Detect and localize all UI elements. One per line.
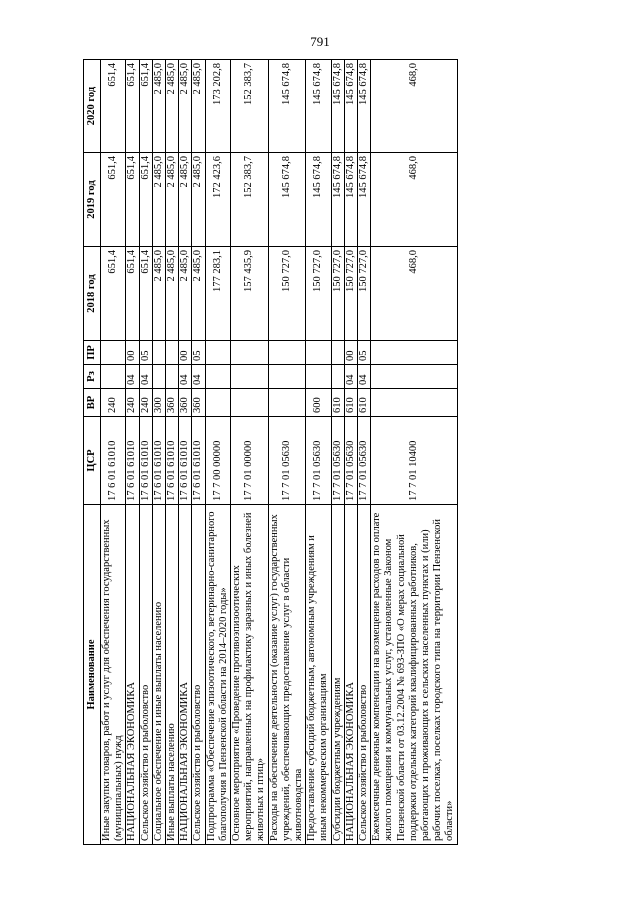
cell-pr: 05 xyxy=(358,341,371,365)
cell-name: Иные закупки товаров, работ и услуг для обеспечения государственных (муниципальных) нужд xyxy=(101,505,126,845)
table-row xyxy=(101,60,126,845)
cell-csr: 17 6 01 61010 xyxy=(179,417,192,505)
cell-rz xyxy=(205,365,230,389)
cell-vr: 610 xyxy=(331,389,344,417)
table-row xyxy=(231,60,269,845)
cell-rz: 04 xyxy=(358,365,371,389)
cell-y2019: 145 674,8 xyxy=(331,153,344,247)
cell-rz xyxy=(268,365,306,389)
cell-y2020: 152 383,7 xyxy=(231,60,269,153)
cell-csr: 17 7 01 05630 xyxy=(358,417,371,505)
cell-y2019: 2 485,0 xyxy=(192,153,205,247)
cell-vr: 610 xyxy=(358,389,371,417)
header-pr: ПР xyxy=(84,341,101,365)
cell-csr: 17 6 01 61010 xyxy=(126,417,139,505)
cell-vr xyxy=(231,389,269,417)
cell-y2020: 145 674,8 xyxy=(344,60,357,153)
cell-y2018: 651,4 xyxy=(126,247,139,341)
cell-vr xyxy=(371,389,457,417)
cell-vr: 240 xyxy=(126,389,139,417)
table-row xyxy=(166,60,179,845)
cell-name: Ежемесячные денежные компенсации на возмещение расходов по оплате жилого помещения и коммунальных услуг, установленные Законом Пензенской области от 03.12.2004 № 693-ЗПО «О мерах социальной поддержки отдельных категорий квалифицированных работников, работающих и проживающих в сельских населенных пунктах и (или) рабочих поселках, поселках городского типа на территории Пензенской области» xyxy=(371,505,457,845)
table-row xyxy=(306,60,331,845)
cell-vr: 240 xyxy=(101,389,126,417)
cell-name: Предоставление субсидий бюджетным, автономным учреждениям и иным некоммерческим организациям xyxy=(306,505,331,845)
table-row xyxy=(152,60,165,845)
cell-y2018: 150 727,0 xyxy=(344,247,357,341)
cell-pr: 00 xyxy=(179,341,192,365)
cell-rz xyxy=(331,365,344,389)
cell-y2019: 651,4 xyxy=(126,153,139,247)
cell-y2019: 152 383,7 xyxy=(231,153,269,247)
header-2020: 2020 год xyxy=(84,60,101,153)
header-2018: 2018 год xyxy=(84,247,101,341)
cell-rz: 04 xyxy=(126,365,139,389)
cell-vr xyxy=(268,389,306,417)
cell-vr: 360 xyxy=(166,389,179,417)
cell-pr xyxy=(268,341,306,365)
cell-y2020: 173 202,8 xyxy=(205,60,230,153)
cell-y2020: 145 674,8 xyxy=(331,60,344,153)
cell-pr xyxy=(101,341,126,365)
cell-y2020: 145 674,8 xyxy=(268,60,306,153)
cell-rz: 04 xyxy=(344,365,357,389)
cell-y2018: 651,4 xyxy=(101,247,126,341)
cell-rz xyxy=(152,365,165,389)
cell-csr: 17 7 01 05630 xyxy=(331,417,344,505)
cell-y2018: 2 485,0 xyxy=(166,247,179,341)
cell-name: Субсидии бюджетным учреждениям xyxy=(331,505,344,845)
cell-csr: 17 7 01 10400 xyxy=(371,417,457,505)
cell-y2018: 150 727,0 xyxy=(358,247,371,341)
budget-table xyxy=(83,59,458,845)
cell-y2018: 150 727,0 xyxy=(331,247,344,341)
table-row xyxy=(344,60,357,845)
cell-y2019: 172 423,6 xyxy=(205,153,230,247)
table-row xyxy=(192,60,205,845)
cell-vr: 240 xyxy=(139,389,152,417)
header-rz: Рз xyxy=(84,365,101,389)
cell-csr: 17 7 00 00000 xyxy=(205,417,230,505)
cell-y2020: 2 485,0 xyxy=(192,60,205,153)
header-csr: ЦСР xyxy=(84,417,101,505)
header-name: Наименование xyxy=(84,505,101,845)
table-row xyxy=(268,60,306,845)
cell-rz: 04 xyxy=(179,365,192,389)
cell-y2019: 651,4 xyxy=(139,153,152,247)
cell-vr: 600 xyxy=(306,389,331,417)
cell-y2020: 145 674,8 xyxy=(306,60,331,153)
cell-y2019: 145 674,8 xyxy=(358,153,371,247)
cell-rz xyxy=(371,365,457,389)
cell-rz xyxy=(101,365,126,389)
cell-y2018: 2 485,0 xyxy=(192,247,205,341)
cell-y2019: 651,4 xyxy=(101,153,126,247)
cell-y2020: 468,0 xyxy=(371,60,457,153)
cell-y2018: 468,0 xyxy=(371,247,457,341)
cell-csr: 17 7 01 05630 xyxy=(344,417,357,505)
cell-y2019: 145 674,8 xyxy=(344,153,357,247)
cell-y2020: 651,4 xyxy=(139,60,152,153)
cell-y2018: 651,4 xyxy=(139,247,152,341)
cell-csr: 17 6 01 61010 xyxy=(166,417,179,505)
cell-name: Сельское хозяйство и рыболовство xyxy=(192,505,205,845)
cell-rz xyxy=(166,365,179,389)
cell-csr: 17 7 01 05630 xyxy=(268,417,306,505)
table-header-row xyxy=(84,60,101,845)
cell-pr: 00 xyxy=(344,341,357,365)
cell-rz: 04 xyxy=(192,365,205,389)
cell-y2020: 2 485,0 xyxy=(179,60,192,153)
cell-y2018: 2 485,0 xyxy=(179,247,192,341)
cell-y2018: 150 727,0 xyxy=(306,247,331,341)
cell-name: Социальное обеспечение и иные выплаты населению xyxy=(152,505,165,845)
cell-vr xyxy=(205,389,230,417)
cell-vr: 300 xyxy=(152,389,165,417)
cell-rz: 04 xyxy=(139,365,152,389)
cell-y2020: 2 485,0 xyxy=(166,60,179,153)
cell-pr: 05 xyxy=(139,341,152,365)
cell-pr: 00 xyxy=(126,341,139,365)
cell-rz xyxy=(231,365,269,389)
table-row xyxy=(358,60,371,845)
header-vr: ВР xyxy=(84,389,101,417)
table-row xyxy=(139,60,152,845)
cell-name: Расходы на обеспечение деятельности (оказание услуг) государственных учреждений, обеспечивающих предоставление услуг в области животноводства xyxy=(268,505,306,845)
cell-pr xyxy=(231,341,269,365)
cell-y2018: 2 485,0 xyxy=(152,247,165,341)
cell-name: НАЦИОНАЛЬНАЯ ЭКОНОМИКА xyxy=(344,505,357,845)
cell-name: НАЦИОНАЛЬНАЯ ЭКОНОМИКА xyxy=(126,505,139,845)
cell-pr xyxy=(331,341,344,365)
table-row xyxy=(205,60,230,845)
cell-y2018: 177 283,1 xyxy=(205,247,230,341)
cell-pr xyxy=(306,341,331,365)
page-number: 791 xyxy=(310,34,330,49)
cell-name: НАЦИОНАЛЬНАЯ ЭКОНОМИКА xyxy=(179,505,192,845)
cell-csr: 17 7 01 05630 xyxy=(306,417,331,505)
cell-pr xyxy=(166,341,179,365)
cell-rz xyxy=(306,365,331,389)
cell-pr: 05 xyxy=(192,341,205,365)
cell-y2018: 157 435,9 xyxy=(231,247,269,341)
cell-y2019: 2 485,0 xyxy=(152,153,165,247)
cell-vr: 360 xyxy=(192,389,205,417)
cell-pr xyxy=(371,341,457,365)
cell-csr: 17 6 01 61010 xyxy=(101,417,126,505)
cell-y2019: 145 674,8 xyxy=(306,153,331,247)
cell-y2020: 2 485,0 xyxy=(152,60,165,153)
cell-y2019: 468,0 xyxy=(371,153,457,247)
cell-y2018: 150 727,0 xyxy=(268,247,306,341)
table-row xyxy=(179,60,192,845)
table-row xyxy=(331,60,344,845)
cell-y2020: 651,4 xyxy=(101,60,126,153)
cell-y2020: 651,4 xyxy=(126,60,139,153)
cell-y2020: 145 674,8 xyxy=(358,60,371,153)
cell-y2019: 2 485,0 xyxy=(166,153,179,247)
cell-name: Основное мероприятие «Проведение противоэпизоотических мероприятий, направленных на профилактику заразных и иных болезней животных и птиц» xyxy=(231,505,269,845)
cell-csr: 17 6 01 61010 xyxy=(139,417,152,505)
cell-vr: 610 xyxy=(344,389,357,417)
table-row xyxy=(371,60,457,845)
table-row xyxy=(126,60,139,845)
cell-vr: 360 xyxy=(179,389,192,417)
cell-csr: 17 6 01 61010 xyxy=(192,417,205,505)
header-2019: 2019 год xyxy=(84,153,101,247)
cell-pr xyxy=(152,341,165,365)
cell-csr: 17 6 01 61010 xyxy=(152,417,165,505)
cell-pr xyxy=(205,341,230,365)
cell-y2019: 145 674,8 xyxy=(268,153,306,247)
rotated-table-container xyxy=(83,60,456,845)
cell-name: Сельское хозяйство и рыболовство xyxy=(139,505,152,845)
table-body xyxy=(101,60,458,845)
cell-name: Подпрограмма «Обеспечение эпизоотического, ветеринарно-санитарного благополучия в Пензенской области на 2014–2020 годы» xyxy=(205,505,230,845)
cell-y2019: 2 485,0 xyxy=(179,153,192,247)
cell-name: Иные выплаты населению xyxy=(166,505,179,845)
cell-name: Сельское хозяйство и рыболовство xyxy=(358,505,371,845)
cell-csr: 17 7 01 00000 xyxy=(231,417,269,505)
